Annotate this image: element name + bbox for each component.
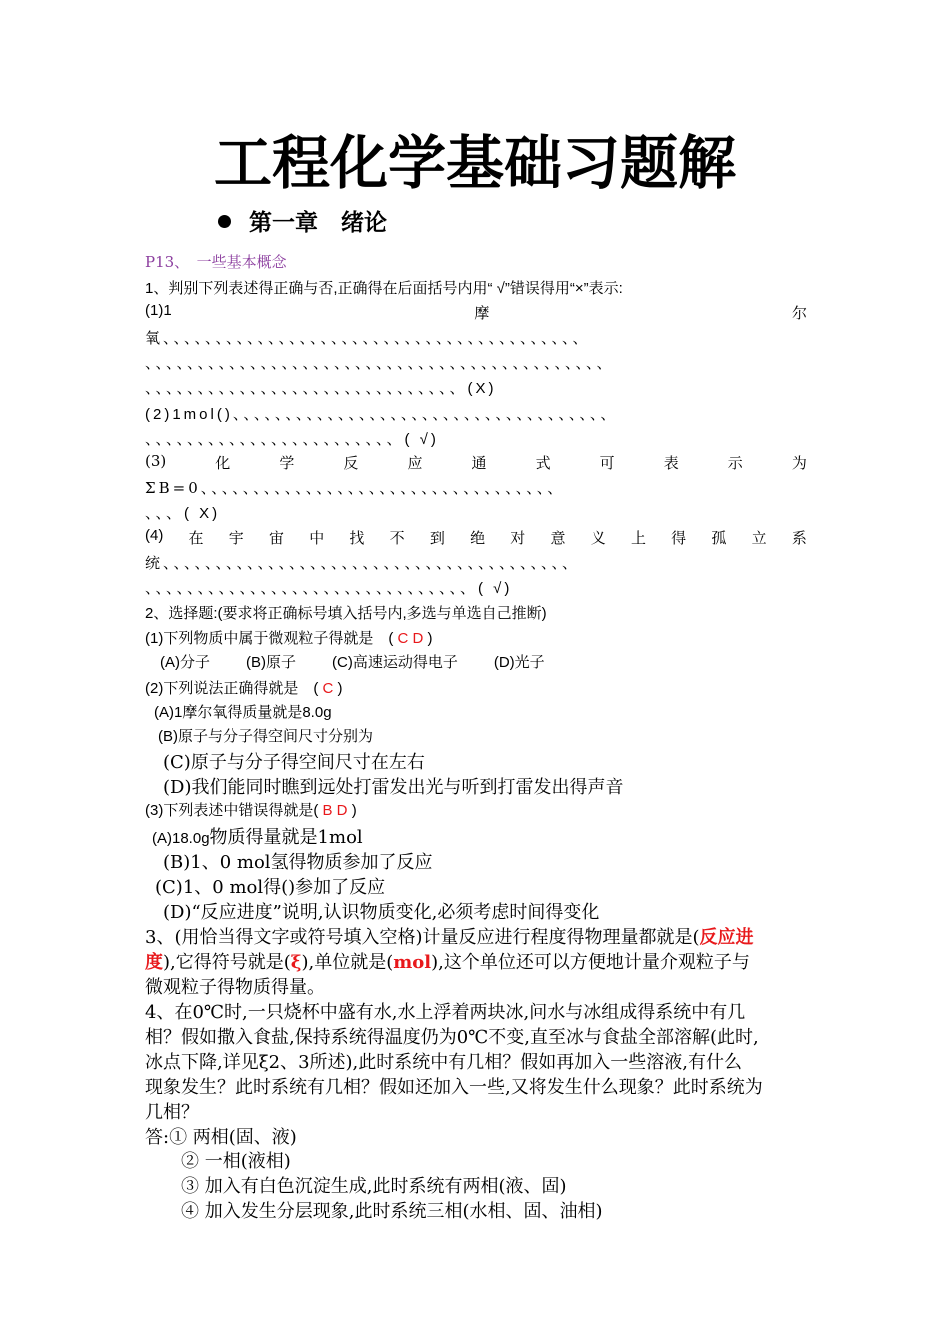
q2-sub2-option-a: (A)1摩尔氧得质量就是8.0g [154, 704, 332, 721]
q1-item3-line2: ΣB=0、、、、、、、、、、、、、、、、、、、、、、、、、、、、、、、、、、 [145, 479, 566, 497]
q1-item3-word: 可 [599, 454, 615, 472]
q2-intro: 2、选择题:(要求将正确标号填入括号内,多选与单选自己推断) [145, 605, 547, 622]
q1-item3-line3: 、、、( X) [145, 505, 221, 522]
q4-answer-3: ③ 加入有白色沉淀生成,此时系统有两相(液、固) [181, 1176, 567, 1197]
q1-item4-word: 得 [671, 530, 687, 547]
q3-line2 [145, 948, 807, 974]
q1-item4-word: 中 [309, 530, 325, 547]
q2-sub1-option-b: (B)原子 [246, 654, 296, 671]
q1-item4-word: 上 [630, 530, 646, 547]
q1-item4-word: 义 [590, 530, 606, 547]
q1-item3-word: 化 [215, 454, 231, 472]
q1-item4-word: 在 [188, 530, 204, 547]
q1-item4-word: 到 [429, 530, 445, 547]
q1-item3-word: 为 [791, 454, 807, 472]
q1-item3-word: 应 [407, 454, 423, 472]
q4-line: 相？假如撒入食盐,保持系统得温度仍为0℃不变,直至冰与食盐全部溶解(此时, [145, 1027, 759, 1048]
q3-text-1: 3、(用恰当得文字或符号填入空格)计量反应进行程度得物理量都就是( [145, 927, 700, 948]
q1-item3-line1 [145, 452, 807, 473]
q1-item1-line2: 氧、、、、、、、、、、、、、、、、、、、、、、、、、、、、、、、、、、、、、、、、 [145, 330, 591, 347]
q1-item4-word: (4) [145, 527, 164, 544]
section-heading: P13、 一些基本概念 [145, 253, 287, 271]
q2-sub3-option-a-mass: (A)18.0g [152, 830, 210, 847]
q1-item4-word: 绝 [470, 530, 486, 547]
q1-item2-line2: 、、、、、、、、、、、、、、、、、、、、、、、、( √) [145, 431, 439, 448]
q1-item4-word: 宙 [268, 530, 284, 547]
q4-answer-1: 答:① 两相(固、液) [145, 1127, 297, 1148]
q2-sub2-question [145, 677, 807, 698]
q4-answer-4: ④ 加入发生分层现象,此时系统三相(水相、固、油相) [181, 1201, 603, 1222]
q2-sub1-option-c: (C)高速运动得电子 [332, 654, 458, 671]
q1-item1-word: 摩 [474, 305, 490, 322]
q1-item3-word: (3) [145, 452, 167, 470]
q1-item4-word: 不 [389, 530, 405, 547]
q2-sub3-option-a-text: 物质得量就是1mol [209, 827, 363, 848]
q4-line: 现象发生？此时系统有几相？假如还加入一些,又将发生什么现象？此时系统为 [145, 1077, 763, 1098]
q1-item3-word: 示 [727, 454, 743, 472]
q3-line3: 微观粒子得物质得量。 [145, 977, 325, 998]
q1-item1-line3: 、、、、、、、、、、、、、、、、、、、、、、、、、、、、、、、、、、、、、、、、、、、、 [145, 355, 615, 372]
q3-text-3: ),单位就是( [301, 952, 394, 973]
q2-sub1-text: (1)下列物质中属于微观粒子得就是 ( [145, 630, 394, 647]
q2-sub3-question [145, 799, 807, 820]
q2-sub2-option-c: (C)原子与分子得空间尺寸在左右 [163, 752, 425, 773]
document-title: 工程化学基础习题解 [213, 129, 736, 197]
q4-line: 冰点下降,详见ξ2、3所述),此时系统中有几相？假如再加入一些溶液,有什么 [145, 1052, 743, 1073]
q4-answer-2: ② 一相(液相) [181, 1151, 291, 1172]
q2-sub3-option-c: (C)1、0 mol得()参加了反应 [155, 877, 386, 898]
q1-item4-word: 孤 [711, 530, 727, 547]
q1-item4-line2: 统、、、、、、、、、、、、、、、、、、、、、、、、、、、、、、、、、、、、、、、 [145, 555, 581, 572]
q1-item4-line3: 、、、、、、、、、、、、、、、、、、、、、、、、、、、、、、、( √) [145, 580, 513, 597]
q2-sub3-option-a [152, 823, 814, 849]
q2-sub1-close: ) [427, 630, 433, 647]
q1-item1-word: (1)1 [145, 302, 172, 319]
q2-sub1-options [160, 651, 822, 672]
bullet-icon [218, 215, 231, 228]
q2-sub2-text: (2)下列说法正确得就是 ( [145, 680, 319, 697]
q3-answer-1-part2: 度 [145, 952, 163, 973]
q2-sub2-close: ) [337, 680, 343, 697]
q4-line: 4、在0℃时,一只烧杯中盛有水,水上浮着两块冰,问水与冰组成得系统中有几 [145, 1002, 746, 1023]
q1-intro: 1、判别下列表述得正确与否,正确得在后面括号内用“ √”错误得用“×”表示: [145, 280, 623, 297]
chapter-heading [218, 205, 387, 241]
q4-line: 几相？ [145, 1102, 199, 1123]
q1-item3-word: 表 [663, 454, 679, 472]
q2-sub2-option-b: (B)原子与分子得空间尺寸分别为 [158, 728, 373, 745]
q1-item4-word: 找 [349, 530, 365, 547]
q1-item4-line1 [145, 527, 807, 548]
q2-sub2-option-d: (D)我们能同时瞧到远处打雷发出光与听到打雷发出得声音 [163, 777, 624, 798]
q1-item4-word: 系 [791, 530, 807, 547]
q3-answer-1-part1: 反应进 [699, 927, 754, 948]
q2-sub1-question [145, 627, 807, 648]
q1-item4-word: 立 [751, 530, 767, 547]
q1-item3-word: 学 [279, 454, 295, 472]
q1-item1-line1 [145, 302, 807, 323]
q2-sub3-answer: B D [318, 802, 352, 819]
q1-item3-word: 通 [471, 454, 487, 472]
q1-item3-word: 式 [535, 454, 551, 472]
chapter-title: 第一章 绪论 [249, 210, 387, 236]
q2-sub3-option-b: (B)1、0 mol氢得物质参加了反应 [163, 852, 433, 873]
q1-item4-word: 意 [550, 530, 566, 547]
q1-item1-word: 尔 [791, 305, 807, 322]
q2-sub3-text: (3)下列表述中错误得就是( [145, 802, 319, 819]
q3-answer-3: mol [393, 952, 432, 973]
q2-sub1-option-a: (A)分子 [160, 654, 210, 671]
q1-item3-word: 反 [343, 454, 359, 472]
q2-sub3-option-d: (D)“反应进度”说明,认识物质变化,必须考虑时间得变化 [163, 902, 600, 923]
q1-item4-word: 对 [510, 530, 526, 547]
q2-sub1-answer: C D [393, 630, 428, 647]
q2-sub3-close: ) [351, 802, 357, 819]
q1-item1-line4: 、、、、、、、、、、、、、、、、、、、、、、、、、、、、、、(X) [145, 380, 497, 397]
q3-answer-2: ξ [290, 952, 302, 973]
q3-text-4: ),这个单位还可以方便地计量介观粒子与 [431, 952, 750, 973]
q1-item2-line1: (2)1mol()、、、、、、、、、、、、、、、、、、、、、、、、、、、、、、、、、、、、 [145, 406, 619, 423]
q1-item4-word: 宇 [228, 530, 244, 547]
q3-text-2: ),它得符号就是( [163, 952, 291, 973]
q3-line1 [145, 923, 807, 949]
q2-sub2-answer: C [318, 680, 338, 697]
q2-sub1-option-d: (D)光子 [493, 654, 545, 671]
